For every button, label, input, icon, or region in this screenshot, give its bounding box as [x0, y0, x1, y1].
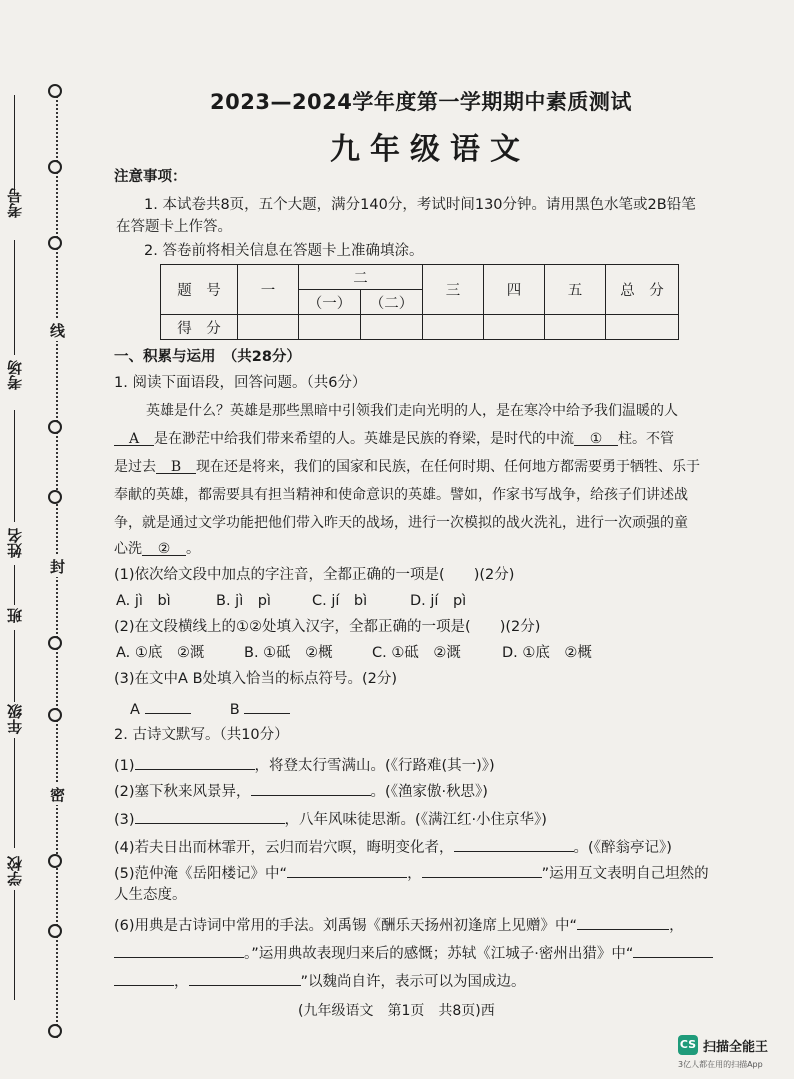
label-exam-room: 考场: [6, 360, 24, 390]
poem-text: (5)范仲淹《岳阳楼记》中“: [114, 866, 288, 882]
answer-blank: [633, 940, 713, 958]
recite-line-2: [114, 778, 488, 803]
answer-blank: [422, 860, 542, 878]
question-2-title: 2. 古诗文默写。（共10分）: [114, 727, 289, 743]
section-1-title: 一、积累与运用 （共28分）: [114, 349, 301, 365]
recite-line-4: [114, 834, 672, 859]
score-cell: [299, 315, 361, 340]
binding-hole: [48, 84, 62, 98]
score-cell: [361, 315, 423, 340]
option-a: A. jì bì: [116, 593, 171, 609]
table-header-cell: 四: [484, 265, 545, 315]
score-cell: [484, 315, 545, 340]
poem-text: ”运用互文表明自己坦然的: [541, 866, 709, 882]
blank-2: ②: [142, 538, 186, 556]
score-cell: [606, 315, 679, 340]
passage-line: [114, 538, 200, 560]
score-cell: [545, 315, 606, 340]
option-c: C. ①砥 ②溉: [372, 645, 461, 661]
recite-line-3: [114, 806, 547, 831]
binding-fill-line: [14, 240, 15, 355]
scanner-logo-icon: CS: [678, 1035, 698, 1055]
poem-text: (6)用典是古诗词中常用的手法。刘禹锡《酬乐天扬州初逢席上见赠》中“: [114, 918, 578, 934]
answer-blank-b: [244, 696, 290, 714]
passage-line: 奉献的英雄，都需要具有担当精神和使命意识的英雄。譬如，作家书写战争，给孩子们讲述战: [114, 487, 688, 503]
binding-hole: [48, 1024, 62, 1038]
scanner-watermark: [678, 1033, 788, 1073]
subject-title: 九年级语文: [330, 132, 530, 167]
table-header-cell: （二）: [361, 290, 423, 315]
passage-text: 现在还是将来，我们的国家和民族，在任何时期、任何地方都需要勇于牺牲、乐于: [196, 459, 700, 475]
score-cell: [238, 315, 299, 340]
table-header-cell: 题 号: [161, 265, 238, 315]
answer-line: [130, 696, 290, 721]
blank-b: B: [156, 456, 196, 474]
option-d: D. ①底 ②概: [502, 645, 592, 661]
poem-text: 。”运用典故表现归来后的感慨；苏轼《江城子·密州出猎》中“: [244, 946, 634, 962]
passage-line: 争，就是通过文学功能把他们带入昨天的战场，进行一次模拟的战火洗礼，进行一次顽强的童: [114, 515, 688, 531]
binding-fill-line: [14, 410, 15, 522]
poem-text: ，: [174, 974, 189, 990]
binding-hole: [48, 160, 62, 174]
seal-char-secret: 密: [50, 786, 66, 804]
answer-blank-a: [145, 696, 191, 714]
recite-line-1: [114, 752, 495, 777]
answer-label-b: B: [229, 702, 240, 718]
label-class: 班: [6, 608, 24, 623]
passage-text: 。: [186, 541, 200, 557]
poem-text: ，将登太行雪满山。(《行路难(其一)》): [254, 758, 495, 774]
answer-blank: [287, 860, 407, 878]
item-number: (1): [114, 758, 135, 774]
recite-line-6-cont: [114, 940, 713, 965]
exam-title: 2023—2024学年度第一学期期中素质测试: [210, 90, 632, 114]
binding-strip: [0, 0, 110, 1079]
binding-fill-line: [14, 565, 15, 605]
notice-item-2: 2. 答卷前将相关信息在答题卡上准确填涂。: [144, 243, 424, 259]
binding-hole: [48, 236, 62, 250]
seal-char-seal: 封: [50, 558, 66, 576]
notice-heading: 注意事项：: [114, 169, 187, 185]
binding-hole: [48, 924, 62, 938]
poem-text: ，八年风味徒思渐。(《满江红·小住京华》): [284, 812, 547, 828]
table-header-cell: 一: [238, 265, 299, 315]
notice-item-1: 1. 本试卷共8页，五个大题，满分140分，考试时间130分钟。请用黑色水笔或2B铅笔: [144, 197, 696, 213]
seal-char-line: 线: [50, 322, 66, 340]
passage-line: [114, 456, 700, 478]
option-b: B. ①砥 ②概: [244, 645, 333, 661]
answer-blank: [251, 778, 371, 796]
sub-question-3: (3)在文中A B处填入恰当的标点符号。(2分): [114, 671, 398, 687]
item-number: (3): [114, 812, 135, 828]
passage-text: 是在渺茫中给我们带来希望的人。英雄是民族的脊梁，是时代的中流: [154, 431, 574, 447]
poem-text: (4)若夫日出而林霏开，云归而岩穴暝，晦明变化者，: [114, 840, 454, 856]
recite-line-6: [114, 912, 684, 937]
binding-hole: [48, 708, 62, 722]
scanner-app-name: 扫描全能王: [703, 1040, 769, 1055]
recite-line-5: [114, 860, 709, 885]
option-b: B. jì pì: [216, 593, 271, 609]
score-table: [160, 264, 679, 340]
option-d: D. jí pì: [410, 593, 467, 609]
table-header-cell: 五: [545, 265, 606, 315]
passage-text: 是过去: [114, 459, 156, 475]
table-header-cell: 三: [423, 265, 484, 315]
poem-text: ”以魏尚自许，表示可以为国成边。: [300, 974, 526, 990]
option-a: A. ①底 ②溉: [116, 645, 205, 661]
blank-1: ①: [574, 428, 618, 446]
notice-item-1-cont: 在答题卡上作答。: [116, 219, 232, 235]
answer-blank: [114, 968, 174, 986]
answer-blank: [135, 752, 255, 770]
binding-fill-line: [14, 630, 15, 702]
question-1-title: 1. 阅读下面语段，回答问题。（共6分）: [114, 375, 367, 391]
table-header-cell: 总 分: [606, 265, 679, 315]
passage-text: 心洗: [114, 541, 142, 557]
answer-blank: [114, 940, 244, 958]
option-c: C. jí bì: [312, 593, 368, 609]
scanner-slogan: 3亿人都在用的扫描App: [678, 1060, 763, 1069]
label-grade: 年级: [6, 704, 24, 734]
blank-a: A: [114, 428, 154, 446]
passage-line: 英雄是什么？英雄是那些黑暗中引领我们走向光明的人，是在寒冷中给予我们温暖的人: [146, 403, 678, 419]
poem-text: ，: [407, 866, 422, 882]
answer-label-a: A: [130, 702, 140, 718]
page-footer: (九年级语文 第1页 共8页)西: [298, 1003, 495, 1019]
answer-blank: [135, 806, 285, 824]
label-name: 姓名: [6, 528, 24, 558]
poem-text: 。(《醉翁亭记》): [573, 840, 672, 856]
sub-question-1: (1)依次给文段中加点的字注音，全都正确的一项是( )(2分): [114, 567, 515, 583]
binding-hole: [48, 490, 62, 504]
binding-fill-line: [14, 95, 15, 195]
binding-hole: [48, 854, 62, 868]
binding-fill-line: [14, 890, 15, 1000]
passage-line: [114, 428, 674, 450]
score-cell: [423, 315, 484, 340]
poem-text: ，: [669, 918, 684, 934]
binding-fill-line: [14, 738, 15, 848]
table-header-cell: （一）: [299, 290, 361, 315]
table-header-cell: 二: [299, 265, 423, 290]
label-exam-number: 考号: [6, 188, 24, 218]
sub-question-2: (2)在文段横线上的①②处填入汉字，全都正确的一项是( )(2分): [114, 619, 541, 635]
poem-text: 。(《渔家傲·秋思》): [370, 784, 488, 800]
label-school: 学校: [6, 856, 24, 886]
answer-blank: [189, 968, 301, 986]
passage-text: 柱。不管: [618, 431, 674, 447]
binding-hole: [48, 636, 62, 650]
table-row-label: 得 分: [161, 315, 238, 340]
binding-hole: [48, 420, 62, 434]
poem-text: (2)塞下秋来风景异，: [114, 784, 251, 800]
answer-blank: [454, 834, 574, 852]
recite-line-5-cont: 人生态度。: [114, 887, 187, 903]
answer-blank: [577, 912, 669, 930]
recite-line-6-end: [114, 968, 526, 993]
